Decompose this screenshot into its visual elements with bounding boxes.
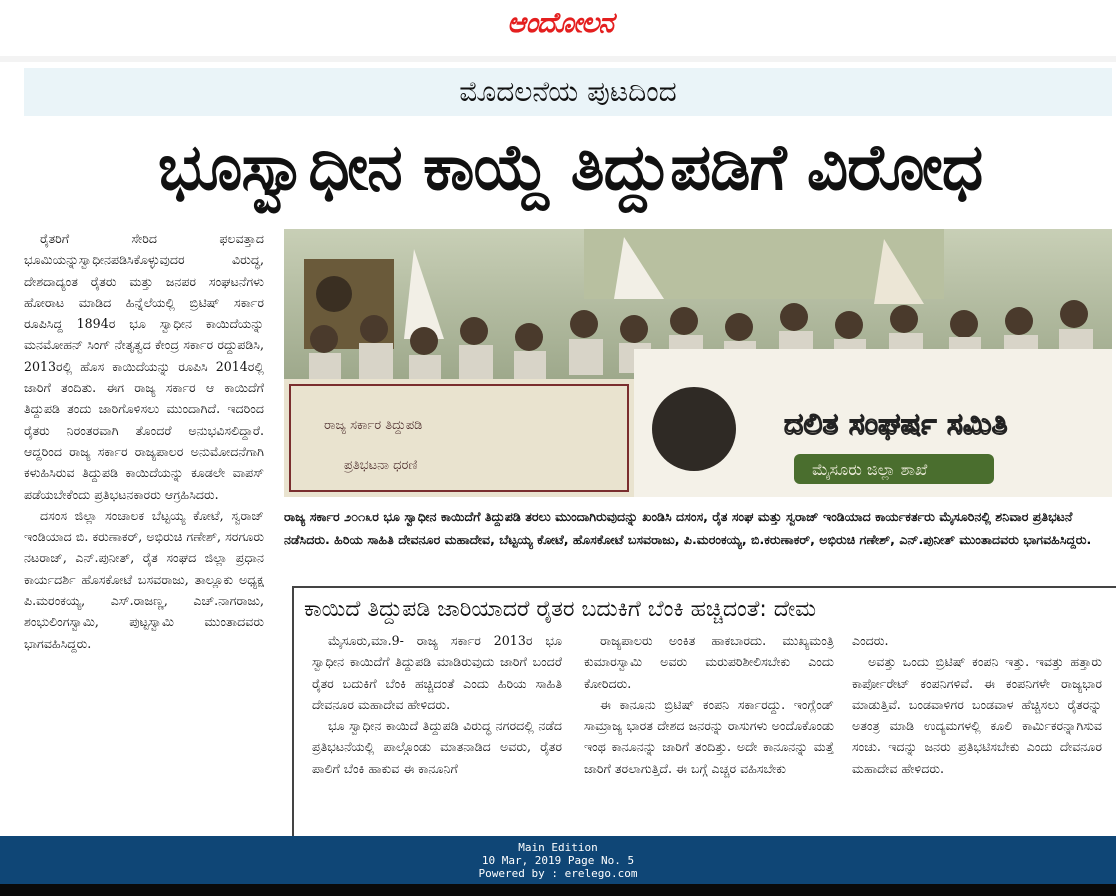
powered-by-link[interactable]: Powered by : erelego.com xyxy=(478,867,638,880)
banner-branch-text: ಮೈಸೂರು ಜಿಲ್ಲಾ ಶಾಖೆ xyxy=(812,460,928,479)
banner-left-line1: ರಾಜ್ಯ ಸರ್ಕಾರ ತಿದ್ದುಪಡಿ xyxy=(324,418,423,433)
story-paragraph: ಈ ಕಾನೂನು ಬ್ರಿಟಿಷ್ ಕಂಪನಿ ಸರ್ಕಾರದ್ದು. ಇಂಗ್ಲೆಂಡ್ ಸಾಮ್ರಾಜ್ಯ ಭಾರತ ದೇಶದ ಜನರನ್ನು ರಾಸುಗಳು ಅಂದೊಕೊಂಡು ಇಂಥ ಕಾನೂನನ್ನು ಜಾರಿಗೆ ತಂದಿತ್ತು. ಅದೇ ಕಾನೂನನ್ನು ಮತ್ತೆ ಜಾರಿಗೆ ತರಲಾಗುತ್ತಿದೆ. ಈ ಬಗ್ಗೆ ಎಚ್ಚರ ವಹಿಸಬೇಕು xyxy=(584,696,834,776)
story-paragraph: ಮೈಸೂರು,ಮಾ.9- ರಾಜ್ಯ ಸರ್ಕಾರ 2013ರ ಭೂ ಸ್ವಾಧೀನ ಕಾಯಿದೆಗೆ ತಿದ್ದುಪಡಿ ಮಾಡಿರುವುದು ಜಾರಿಗೆ ಬಂದರೆ ರೈತರ ಬದುಕಿಗೆ ಬೆಂಕಿ ಹಚ್ಚಿದಂತೆ ಎಂದು ಹಿರಿಯ ಸಾಹಿತಿ ದೇವನೂರ ಮಹಾದೇವ ಹೇಳಿದರು. xyxy=(312,633,562,712)
related-story-box xyxy=(292,586,1116,840)
article-left-column xyxy=(24,228,264,836)
kicker-text: ಮೊದಲನೆಯ ಪುಟದಿಂದ xyxy=(459,75,677,108)
protest-photo-image xyxy=(284,229,1112,497)
story-column-1 xyxy=(312,630,562,840)
edition-date-page: 10 Mar, 2019 Page No. 5 xyxy=(481,854,635,867)
banner-left xyxy=(284,379,634,497)
masthead xyxy=(0,0,1116,56)
banner-organization-text: ದಲಿತ ಸಂಘರ್ಷ ಸಮಿತಿ xyxy=(784,407,1008,442)
story-paragraph: ಭೂ ಸ್ವಾಧೀನ ಕಾಯಿದೆ ತಿದ್ದುಪಡಿ ವಿರುದ್ಧ ನಗರದಲ್ಲಿ ನಡೆದ ಪ್ರತಿಭಟನೆಯಲ್ಲಿ ಪಾಲ್ಗೊಂಡು ಮಾತನಾಡಿದ ಅವರು, ರೈತರ ಪಾಲಿಗೆ ಬೆಂಕಿ ಹಾಕುವ ಈ ಕಾನೂನಿಗೆ xyxy=(312,718,562,776)
ambedkar-portrait xyxy=(652,387,736,471)
banner-left-line2: ಪ್ರತಿಭಟನಾ ಧರಣಿ xyxy=(344,458,418,473)
story-column-2 xyxy=(584,630,834,840)
story-paragraph: ಎಂದರು. xyxy=(852,633,889,648)
protest-photo xyxy=(284,229,1112,497)
story-paragraph: ಅವತ್ತು ಒಂದು ಬ್ರಿಟಿಷ್ ಕಂಪನಿ ಇತ್ತು. ಇವತ್ತು ಹತ್ತಾರು ಕಾರ್ಪೋರೇಟ್ ಕಂಪನಿಗಳಿವೆ. ಈ ಕಂಪನಿಗಳೇ ರಾಜ್ಯಭಾರ ಮಾಡುತ್ತಿವೆ. ಬಂಡವಾಳಿಗರ ಬಂಡವಾಳ ಹೆಚ್ಚಿಸಲು ರೈತರನ್ನು ಅತಂತ್ರ ಮಾಡಿ ಉದ್ಯಮಗಳಲ್ಲಿ ಕೂಲಿ ಕಾರ್ಮಿಕರನ್ನಾಗಿಸುವ ಸಂಚು. ಇದನ್ನು ಜನರು ಪ್ರತಿಭಟಿಸಬೇಕು ಎಂದು ದೇವನೂರ ಮಹಾದೇವ ಹೇಳಿದರು. xyxy=(852,654,1102,776)
article-headline: ಭೂಸ್ವಾಧೀನ ಕಾಯ್ದೆ ತಿದ್ದುಪಡಿಗೆ ವಿರೋಧ xyxy=(157,131,983,205)
newspaper-logo: ಆಂದೋಲನ xyxy=(507,6,613,39)
bottom-bar xyxy=(0,884,1116,896)
left-paragraph-2: ದಸಂಸ ಜಿಲ್ಲಾ ಸಂಚಾಲಕ ಬೆಟ್ಟಯ್ಯ ಕೋಟೆ, ಸ್ವರಾಜ್ ಇಂಡಿಯಾದ ಬಿ. ಕರುಣಾಕರ್, ಅಭಿರುಚಿ ಗಣೇಶ್, ಸರಗೂರು ನಟರಾಜ್, ಎನ್.ಪುನೀತ್, ರೈತ ಸಂಘದ ಜಿಲ್ಲಾ ಪ್ರಧಾನ ಕಾರ್ಯದರ್ಶಿ ಹೊಸಕೋಟೆ ಬಸವರಾಜು, ತಾಲ್ಲೂಕು ಅಧ್ಯಕ್ಷ ಪಿ.ಮರಂಕಯ್ಯ, ಎಸ್.ರಾಜಣ್ಣ, ಎಚ್.ನಾಗರಾಜು, ಶಂಭುಲಿಂಗಸ್ವಾಮಿ, ಪುಟ್ಟಸ್ವಾಮಿ ಮುಂತಾದವರು ಭಾಗವಹಿಸಿದ್ದರು. xyxy=(24,507,264,651)
masthead-divider xyxy=(0,56,1116,62)
related-story-title: ಕಾಯಿದೆ ತಿದ್ದುಪಡಿ ಜಾರಿಯಾದರೆ ರೈತರ ಬದುಕಿಗೆ ಬೆಂಕಿ ಹಚ್ಚಿದಂತೆ: ದೇಮ xyxy=(304,597,817,622)
photo-caption: ರಾಜ್ಯ ಸರ್ಕಾರ ೨೦೧೩ರ ಭೂ ಸ್ವಾಧೀನ ಕಾಯಿದೆಗೆ ತಿದ್ದುಪಡಿ ತರಲು ಮುಂದಾಗಿರುವುದನ್ನು ಖಂಡಿಸಿ ದಸಂಸ, ರೈತ ಸಂಘ ಮತ್ತು ಸ್ವರಾಜ್ ಇಂಡಿಯಾದ ಕಾರ್ಯಕರ್ತರು ಮೈಸೂರಿನಲ್ಲಿ ಶನಿವಾರ ಪ್ರತಿಭಟನೆ ನಡೆಸಿದರು. ಹಿರಿಯ ಸಾಹಿತಿ ದೇವನೂರ ಮಹಾದೇವ, ಬೆಟ್ಟಯ್ಯ ಕೋಟೆ, ಹೊಸಕೋಟೆ ಬಸವರಾಜು, ಪಿ.ಮರಂಕಯ್ಯ, ಬಿ.ಕರುಣಾಕರ್, ಅಭಿರುಚಿ ಗಣೇಶ್, ಎನ್.ಪುನೀತ್ ಮುಂತಾದವರು ಭಾಗವಹಿಸಿದ್ದರು. xyxy=(284,509,1092,547)
section-kicker xyxy=(24,68,1112,116)
related-story-columns xyxy=(312,630,1112,840)
story-column-3 xyxy=(852,630,1102,840)
edition-footer xyxy=(0,836,1116,884)
story-paragraph: ರಾಜ್ಯಪಾಲರು ಅಂಕಿತ ಹಾಕಬಾರದು. ಮುಖ್ಯಮಂತ್ರಿ ಕುಮಾರಸ್ವಾಮಿ ಅವರು ಮರುಪರಿಶೀಲಿಸಬೇಕು ಎಂದು ಕೋರಿದರು. xyxy=(584,633,834,691)
left-paragraph-1: ರೈತರಿಗೆ ಸೇರಿದ ಫಲವತ್ತಾದ ಭೂಮಿಯನ್ನುಸ್ವಾಧೀನಪಡಿಸಿಕೊಳ್ಳುವುದರ ವಿರುದ್ಧ, ದೇಶದಾದ್ಯಂತ ರೈತರು ಮತ್ತು ಜನಪರ ಸಂಘಟನೆಗಳು ಹೋರಾಟ ಮಾಡಿದ ಹಿನ್ನೆಲೆಯಲ್ಲಿ ಬ್ರಿಟಿಷ್ ಸರ್ಕಾರ ರೂಪಿಸಿದ್ದ 1894ರ ಭೂ ಸ್ವಾಧೀನ ಕಾಯಿದೆಯನ್ನು ಮನಮೋಹನ್ ಸಿಂಗ್ ನೇತೃತ್ವದ ಕೇಂದ್ರ ಸರ್ಕಾರ ರದ್ದುಪಡಿಸಿ, 2013ರಲ್ಲಿ ಹೊಸ ಕಾಯಿದೆಯನ್ನು ರೂಪಿಸಿ 2014ರಲ್ಲಿ ಜಾರಿಗೆ ತಂದಿತು. ಈಗ ರಾಜ್ಯ ಸರ್ಕಾರ ಆ ಕಾಯಿದೆಗೆ ತಿದ್ದುಪಡಿ ತಂದು ಜಾರಿಗೊಳಿಸಲು ಮುಂದಾಗಿದೆ. ಇದರಿಂದ ರೈತರು ನಿರಂತರವಾಗಿ ತೊಂದರೆ ಅನುಭವಿಸಲಿದ್ದಾರೆ. ಆದ್ದರಿಂದ ರಾಜ್ಯ ಸರ್ಕಾರ ರಾಜ್ಯಪಾಲರ ಅನುಮೋದನೆಗಾಗಿ ಕಳುಹಿಸಿರುವ ತಿದ್ದುಪಡಿ ಕಾಯಿದೆಯನ್ನು ಕೂಡಲೇ ವಾಪಸ್ ಪಡೆಯಬೇಕೆಂದು ಪ್ರತಿಭಟನಕಾರರು ಆಗ್ರಹಿಸಿದರು. xyxy=(24,231,264,502)
edition-name: Main Edition xyxy=(518,841,598,854)
